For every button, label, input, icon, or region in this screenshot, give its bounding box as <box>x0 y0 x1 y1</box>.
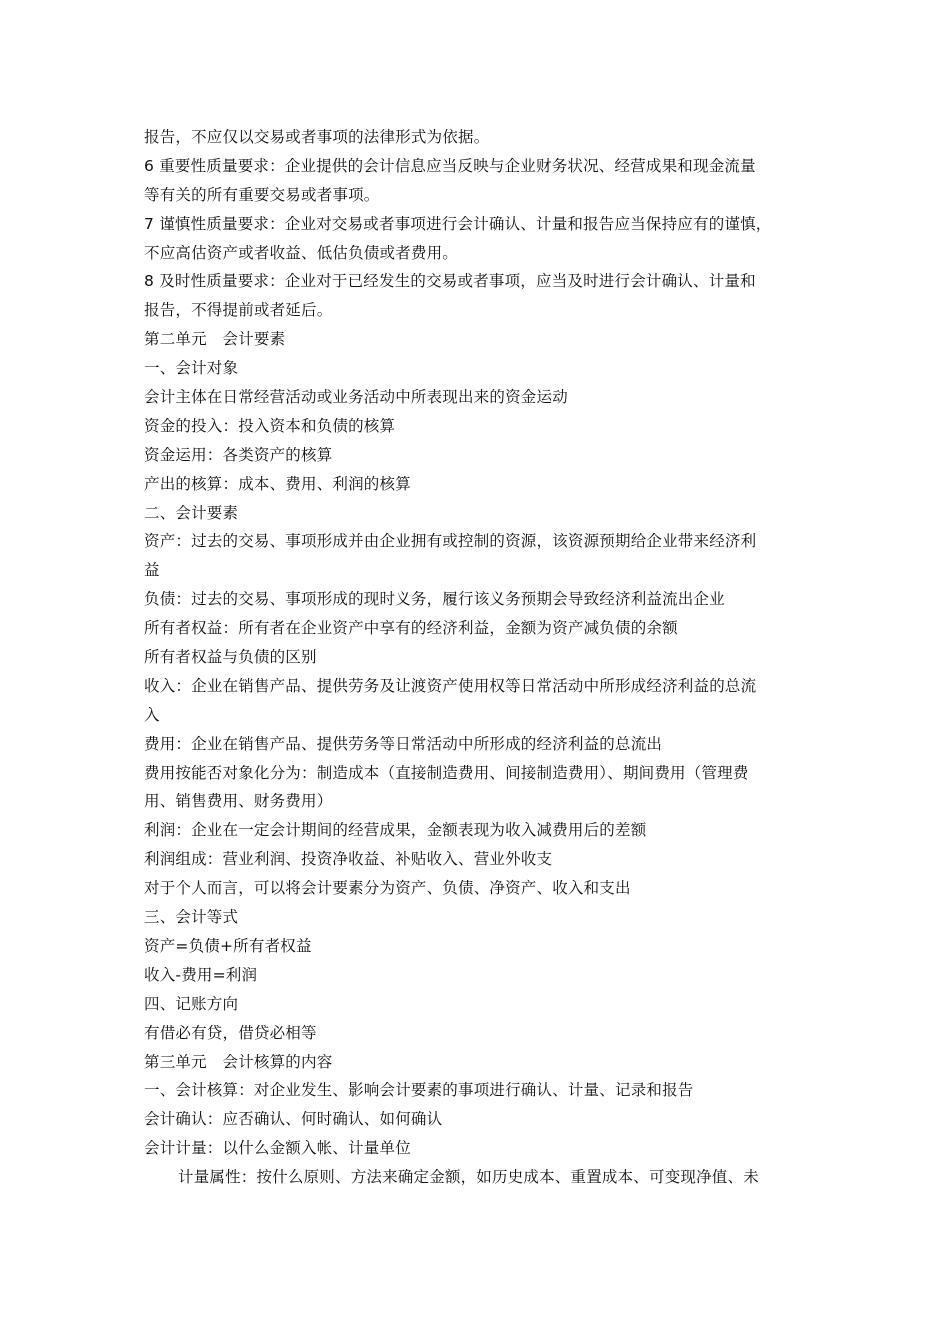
text-line: 费用按能否对象化分为：制造成本（直接制造费用、间接制造费用）、期间费用（管理费 <box>144 763 749 782</box>
text-line: 资金的投入：投入资本和负债的核算 <box>144 416 396 435</box>
text-line: 对于个人而言，可以将会计要素分为资产、负债、净资产、收入和支出 <box>144 879 631 898</box>
equation-line: 收入-费用=利润 <box>144 965 258 984</box>
subsection-heading: 三、会计等式 <box>144 908 239 927</box>
equation-line: 资产=负债+所有者权益 <box>144 936 312 955</box>
text-line: 负债：过去的交易、事项形成的现时义务，履行该义务预期会导致经济利益流出企业 <box>144 590 725 609</box>
text-line: 一、会计核算：对企业发生、影响会计要素的事项进行确认、计量、记录和报告 <box>144 1081 694 1100</box>
text-line: 利润组成：营业利润、投资净收益、补贴收入、营业外收支 <box>144 850 553 869</box>
text-line: 会计计量：以什么金额入帐、计量单位 <box>144 1139 411 1158</box>
text-line: 8 及时性质量要求：企业对于已经发生的交易或者事项，应当及时进行会计确认、计量和 <box>144 272 756 291</box>
text-line: 会计主体在日常经营活动或业务活动中所表现出来的资金运动 <box>144 388 568 407</box>
text-line: 用、销售费用、财务费用） <box>144 792 333 811</box>
text-line: 会计确认：应否确认、何时确认、如何确认 <box>144 1110 443 1129</box>
text-line: 有借必有贷，借贷必相等 <box>144 1023 317 1042</box>
text-line: 不应高估资产或者收益、低估负债或者费用。 <box>144 243 459 262</box>
text-line: 资产：过去的交易、事项形成并由企业拥有或控制的资源，该资源预期给企业带来经济利 <box>144 532 757 551</box>
text-line: 7 谨慎性质量要求：企业对交易或者事项进行会计确认、计量和报告应当保持应有的谨慎， <box>144 214 772 233</box>
text-line: 收入：企业在销售产品、提供劳务及让渡资产使用权等日常活动中所形成经济利益的总流 <box>144 676 757 695</box>
section-heading: 第二单元 会计要素 <box>144 330 286 349</box>
subsection-heading: 二、会计要素 <box>144 503 239 522</box>
document-body <box>144 123 824 1192</box>
indented-text-line: 计量属性：按什么原则、方法来确定金额，如历史成本、重置成本、可变现净值、未 <box>178 1168 759 1187</box>
text-line: 费用：企业在销售产品、提供劳务等日常活动中所形成的经济利益的总流出 <box>144 734 663 753</box>
text-line: 产出的核算：成本、费用、利润的核算 <box>144 474 411 493</box>
text-line: 所有者权益与负债的区别 <box>144 648 317 667</box>
subsection-heading: 一、会计对象 <box>144 359 239 378</box>
text-line: 6 重要性质量要求：企业提供的会计信息应当反映与企业财务状况、经营成果和现金流量 <box>144 156 756 175</box>
text-line: 资金运用：各类资产的核算 <box>144 445 333 464</box>
text-line: 等有关的所有重要交易或者事项。 <box>144 185 380 204</box>
text-line: 报告，不应仅以交易或者事项的法律形式为依据。 <box>144 128 490 146</box>
text-line: 益 <box>144 561 160 580</box>
text-line: 利润：企业在一定会计期间的经营成果，金额表现为收入减费用后的差额 <box>144 821 647 840</box>
text-line: 报告，不得提前或者延后。 <box>144 301 333 320</box>
subsection-heading: 四、记账方向 <box>144 994 239 1013</box>
text-line: 入 <box>144 705 160 724</box>
section-heading: 第三单元 会计核算的内容 <box>144 1052 333 1071</box>
text-line: 所有者权益：所有者在企业资产中享有的经济利益，金额为资产减负债的余额 <box>144 619 678 638</box>
